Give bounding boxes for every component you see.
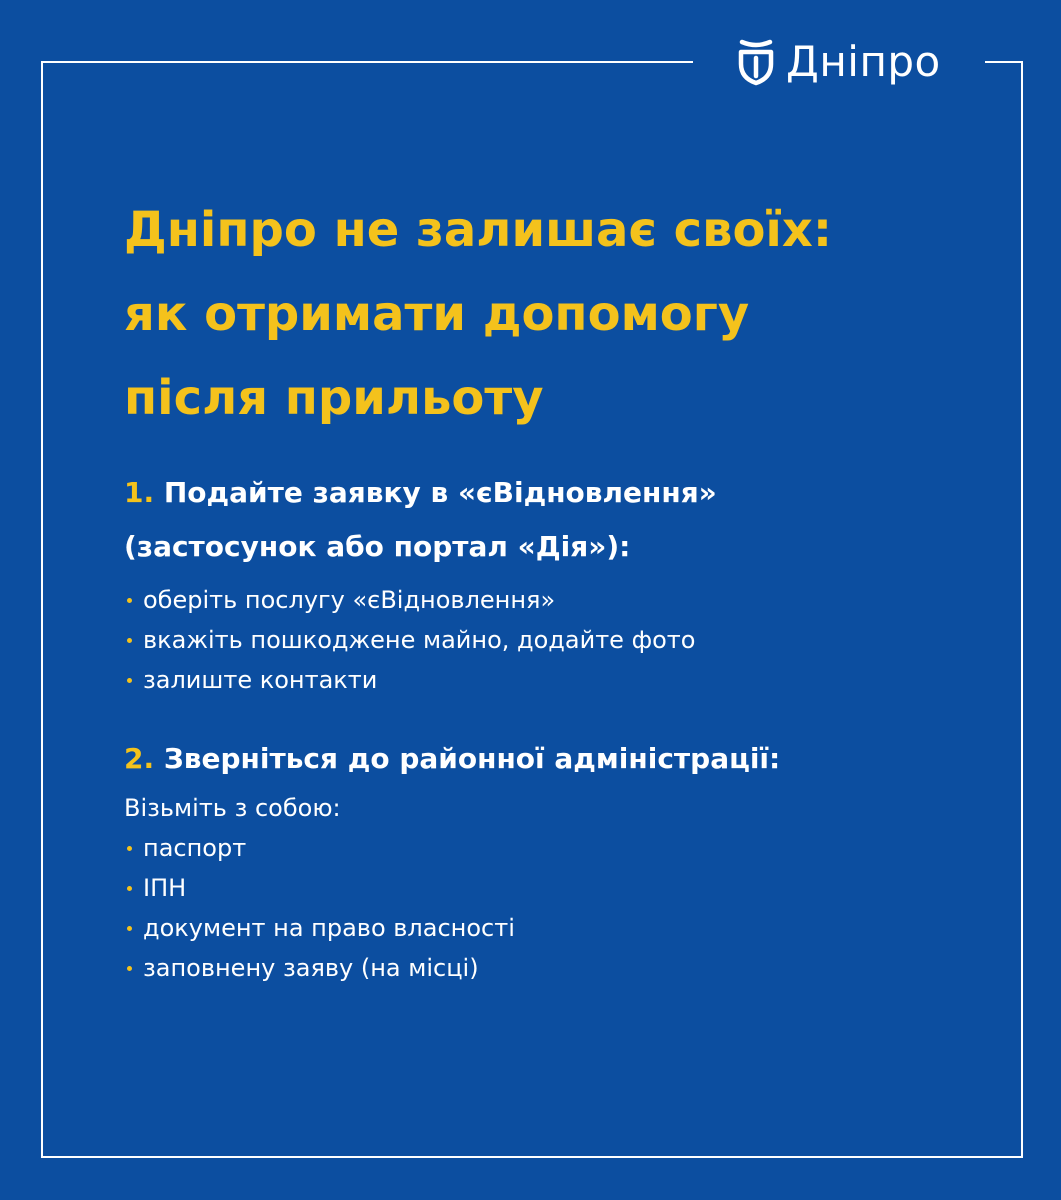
step-1-number: 1. [124, 476, 155, 509]
list-item-text: вкажіть пошкоджене майно, додайте фото [143, 626, 696, 654]
frame-right [1021, 61, 1023, 1158]
bullet-dot-icon [127, 926, 132, 931]
bullet-dot-icon [127, 966, 132, 971]
bullet-dot-icon [127, 638, 132, 643]
headline-line-3: після прильоту [124, 370, 544, 426]
step-1-title: Подайте заявку в «єВідновлення» [163, 476, 717, 509]
list-item-text: заповнену заяву (на місці) [143, 954, 479, 982]
headline [124, 188, 944, 440]
bullet-dot-icon [127, 678, 132, 683]
step-2-title-line [124, 732, 974, 786]
list-item [124, 828, 974, 868]
headline-line-1: Дніпро не залишає своїх: [124, 202, 833, 258]
headline-line-2: як отримати допомогу [124, 286, 750, 342]
list-item-text: залиште контакти [143, 666, 378, 694]
logo-text: Дніпро [786, 37, 941, 86]
list-item [124, 660, 974, 700]
bullet-dot-icon [127, 846, 132, 851]
bullet-dot-icon [127, 886, 132, 891]
step-2-heading [124, 732, 974, 786]
list-item [124, 868, 974, 908]
step-2-intro: Візьміть з собою: [124, 794, 341, 822]
frame-top-left [41, 61, 693, 63]
list-item-text: ІПН [143, 874, 187, 902]
step-1-bullet-list [124, 580, 974, 700]
frame-bottom [41, 1156, 1023, 1158]
step-2-number: 2. [124, 742, 155, 775]
frame-left [41, 61, 43, 1158]
frame-top-right [985, 61, 1023, 63]
list-item-text: документ на право власності [143, 914, 515, 942]
list-item-text: оберіть послугу «єВідновлення» [143, 586, 556, 614]
step-1-title-line-2: (застосунок або портал «Дія»): [124, 530, 631, 563]
step-1-heading [124, 466, 974, 574]
list-item [124, 620, 974, 660]
shield-icon [736, 38, 776, 86]
list-item [124, 948, 974, 988]
step-1-section [124, 466, 974, 700]
list-item-text: паспорт [143, 834, 247, 862]
step-2-bullet-list [124, 828, 974, 988]
bullet-dot-icon [127, 598, 132, 603]
step-2-section [124, 732, 974, 988]
list-item [124, 580, 974, 620]
city-logo [736, 34, 941, 90]
step-1-title-line-1 [124, 466, 974, 520]
list-item [124, 908, 974, 948]
step-2-title: Зверніться до районної адміністрації: [163, 742, 781, 775]
